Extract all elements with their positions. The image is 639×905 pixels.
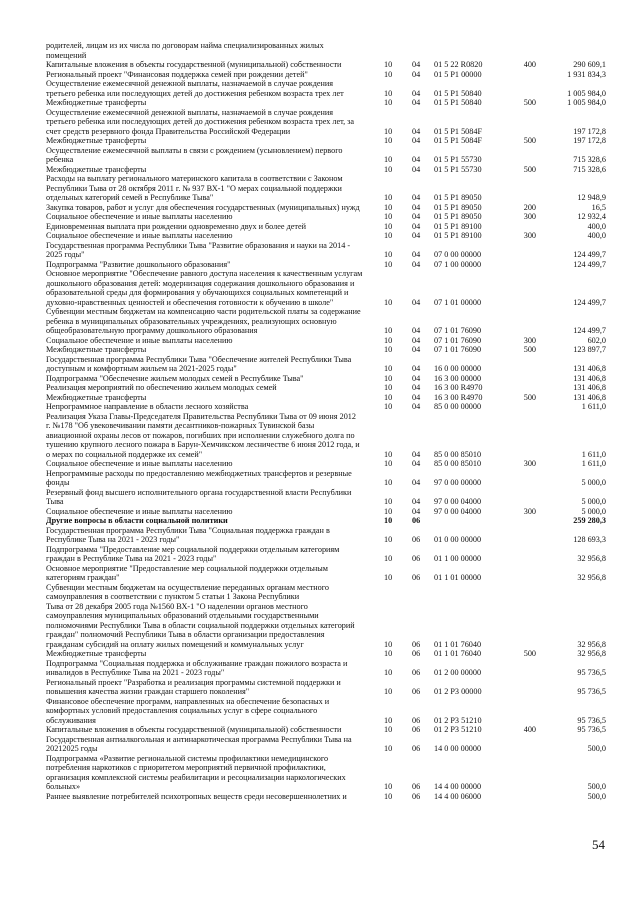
row-section-code: 10 [384, 98, 393, 107]
row-name: Непрограммные расходы по предоставлению межбюджетных трансфертов и резервные фонды [46, 468, 352, 487]
row-amount: 500,0 [587, 744, 606, 753]
row-amount: 95 736,5 [577, 725, 606, 734]
row-name: Подпрограмма "Предоставление мер социальной поддержки отдельным категориям граждан в Республике Тыва на 2021 - 2023 годы" [46, 544, 340, 563]
table-row [46, 564, 606, 583]
row-name: Реализация мероприятий по обеспечению жильем молодых семей [46, 383, 277, 392]
row-target-article: 01 5 P1 89100 [434, 231, 482, 240]
table-row [46, 203, 606, 213]
table-row [46, 146, 606, 165]
row-subsection-code: 04 [412, 193, 421, 202]
table-row [46, 516, 606, 526]
row-amount: 290 609,1 [573, 60, 606, 69]
row-target-article: 01 5 P1 89100 [434, 221, 482, 231]
table-row [46, 697, 606, 726]
row-name: Реализация Указа Главы-Председателя Правительства Республики Тыва от 09 июня 2012 г. №178 "Об увековечивании памяти десантников-пожарных Тувинской базы авиационной охраны лесов от пожаров, погибших при исполнении служебного долга по тушению крупного лесного пожара в Барун-Хемчикском лесничестве 6 июня 2012 года, и о мерах по социальной поддержке их семей" [46, 411, 360, 459]
row-section-code: 10 [384, 126, 393, 136]
row-name: Основное мероприятие "Обеспечение равного доступа населения к качественным услугам дошкольного образования детей: модернизация содержания дошкольного образования и образовательной среды для формирования у обучающихся социальных компетенций и духовно-нравственных ценностей и обеспечения готовности к обучению в школе" [46, 269, 363, 307]
row-section-code: 10 [384, 715, 393, 725]
table-row [46, 754, 606, 792]
row-name: Государственная программа Республики Тыва "Обеспечение жителей Республики Тыва доступным и комфортным жильем на 2021-2025 годы" [46, 354, 352, 373]
row-subsection-code: 04 [412, 335, 421, 345]
row-name: Подпрограмма «Развитие региональной системы профилактики немедицинского потребления наркотиков с приоритетом мероприятий первичной профилактики, организация комплексной системы реабилитации и ресоциализации наркологических больных» [46, 753, 346, 791]
row-name: Раннее выявление потребителей психотропных веществ среди несовершеннолетних и [46, 791, 347, 801]
table-row [46, 735, 606, 754]
row-subsection-code: 04 [412, 69, 421, 79]
row-section-code: 10 [384, 573, 393, 582]
table-row [46, 507, 606, 517]
row-name: родителей, лицам из их числа по договорам найма специализированных жилых помещений [46, 41, 324, 60]
table-row [46, 545, 606, 564]
row-section-code: 10 [384, 516, 393, 525]
row-name: Субвенции местным бюджетам на компенсацию части родительской платы за содержание ребенка в муниципальных образовательных учреждениях, реализующих основную общеобразовательную программу дошкольного образования [46, 307, 361, 335]
row-name: Подпрограмма "Социальная поддержка и обслуживание граждан пожилого возраста и инвалидов в Республике Тыва на 2021 - 2023 годы" [46, 658, 348, 677]
row-target-article: 01 5 P1 5084F [434, 126, 482, 136]
row-subsection-code: 06 [412, 791, 421, 801]
row-expense-type: 500 [523, 345, 536, 354]
row-section-code: 10 [384, 326, 393, 335]
row-target-article: 16 0 00 00000 [434, 364, 482, 373]
table-row [46, 241, 606, 260]
row-subsection-code: 04 [412, 326, 421, 335]
row-subsection-code: 06 [412, 744, 421, 753]
row-name: Другие вопросы в области социальной политики [46, 516, 228, 525]
row-amount: 124 499,7 [573, 259, 606, 269]
table-row [46, 98, 606, 108]
row-section-code: 10 [384, 497, 393, 506]
row-amount: 32 956,8 [577, 554, 606, 563]
table-row [46, 136, 606, 146]
table-row [46, 659, 606, 678]
row-target-article: 01 1 00 00000 [434, 554, 482, 563]
row-section-code: 10 [384, 193, 393, 202]
row-name: Межбюджетные трансферты [46, 392, 147, 402]
row-target-article: 01 5 P1 00000 [434, 69, 482, 79]
row-name: Осуществление ежемесячной выплаты в связи с рождением (усыновлением) первого ребенка [46, 145, 343, 164]
row-section-code: 10 [384, 364, 393, 373]
row-subsection-code: 06 [412, 649, 421, 658]
row-section-code: 10 [384, 231, 393, 240]
row-section-code: 10 [384, 60, 393, 69]
row-section-code: 10 [384, 202, 393, 212]
row-name: Капитальные вложения в объекты государственной (муниципальной) собственности [46, 725, 342, 734]
row-expense-type: 500 [523, 98, 536, 107]
table-row [46, 459, 606, 469]
row-section-code: 10 [384, 791, 393, 801]
row-subsection-code: 04 [412, 449, 421, 459]
row-subsection-code: 06 [412, 639, 421, 649]
row-target-article: 01 2 00 00000 [434, 668, 482, 677]
row-target-article: 01 5 P1 55730 [434, 155, 482, 164]
row-target-article: 01 5 P1 5084F [434, 136, 482, 145]
row-section-code: 10 [384, 345, 393, 354]
row-section-code: 10 [384, 402, 393, 411]
row-name: Государственная антиалкогольная и антинаркотическая программа Республики Тыва на 20212025 годы [46, 734, 352, 753]
row-expense-type: 500 [523, 164, 536, 174]
row-expense-type: 400 [523, 725, 536, 734]
row-target-article: 01 5 P1 89050 [434, 212, 482, 221]
row-target-article: 85 0 00 00000 [434, 402, 482, 411]
row-amount: 124 499,7 [573, 326, 606, 335]
table-row [46, 345, 606, 355]
row-section-code: 10 [384, 221, 393, 231]
row-subsection-code: 06 [412, 687, 421, 696]
row-amount: 1 931 834,3 [567, 69, 606, 79]
row-subsection-code: 04 [412, 250, 421, 259]
row-expense-type: 200 [523, 202, 536, 212]
row-target-article: 01 1 01 76040 [434, 639, 482, 649]
row-subsection-code: 04 [412, 212, 421, 221]
row-amount: 5 000,0 [581, 497, 606, 506]
row-section-code: 10 [384, 392, 393, 402]
row-name: Межбюджетные трансферты [46, 345, 147, 354]
row-amount: 128 693,3 [573, 535, 606, 544]
row-amount: 16,5 [591, 202, 606, 212]
row-name: Социальное обеспечение и иные выплаты населению [46, 335, 233, 345]
table-row [46, 488, 606, 507]
row-amount: 715 328,6 [573, 164, 606, 174]
table-row [46, 41, 606, 60]
row-amount: 12 948,9 [577, 193, 606, 202]
row-target-article: 07 1 01 76090 [434, 335, 482, 345]
row-amount: 400,0 [587, 231, 606, 240]
row-target-article: 01 1 01 00000 [434, 573, 482, 582]
row-target-article: 14 4 00 00000 [434, 782, 482, 791]
row-amount: 12 932,4 [577, 212, 606, 221]
row-amount: 197 172,8 [573, 126, 606, 136]
row-name: Межбюджетные трансферты [46, 98, 147, 107]
row-amount: 1 611,0 [581, 402, 606, 411]
table-row [46, 725, 606, 735]
row-section-code: 10 [384, 639, 393, 649]
row-subsection-code: 04 [412, 297, 421, 307]
row-subsection-code: 04 [412, 402, 421, 411]
row-target-article: 01 2 P3 51210 [434, 715, 482, 725]
row-target-article: 97 0 00 04000 [434, 497, 482, 506]
table-row [46, 374, 606, 384]
row-section-code: 10 [384, 88, 393, 98]
row-section-code: 10 [384, 459, 393, 468]
table-row [46, 469, 606, 488]
table-row [46, 231, 606, 241]
row-subsection-code: 04 [412, 259, 421, 269]
row-amount: 5 000,0 [581, 506, 606, 516]
row-target-article: 97 0 00 04000 [434, 506, 482, 516]
table-row [46, 307, 606, 336]
row-name: Единовременная выплата при рождении одновременно двух и более детей [46, 221, 306, 231]
row-name: Осуществление ежемесячной денежной выплаты, назначаемой в случае рождения третьего ребенка или последующих детей до достижения ребенком возраста трех лет [46, 79, 344, 98]
row-amount: 95 736,5 [577, 715, 606, 725]
row-subsection-code: 04 [412, 136, 421, 145]
row-name: Государственная программа Республики Тыва "Развитие образования и науки на 2014 - 2025 годы" [46, 240, 351, 259]
row-amount: 124 499,7 [573, 250, 606, 259]
row-target-article: 07 1 01 76090 [434, 326, 482, 335]
row-section-code: 10 [384, 782, 393, 791]
row-name: Основное мероприятие "Предоставление мер социальной поддержки отдельным категориям граждан" [46, 563, 328, 582]
row-target-article: 01 2 P3 00000 [434, 687, 482, 696]
row-target-article: 97 0 00 00000 [434, 478, 482, 487]
row-expense-type: 300 [523, 506, 536, 516]
row-amount: 259 280,3 [573, 516, 606, 525]
row-target-article: 85 0 00 85010 [434, 459, 482, 468]
row-section-code: 10 [384, 744, 393, 753]
row-name: Резервный фонд высшего исполнительного органа государственной власти Республики Тыва [46, 487, 352, 506]
table-row [46, 393, 606, 403]
table-row [46, 336, 606, 346]
row-section-code: 10 [384, 297, 393, 307]
row-target-article: 07 1 01 00000 [434, 297, 482, 307]
row-target-article: 07 1 00 00000 [434, 259, 482, 269]
row-amount: 1 611,0 [581, 459, 606, 468]
row-subsection-code: 06 [412, 554, 421, 563]
row-expense-type: 300 [523, 212, 536, 221]
row-name: Межбюджетные трансферты [46, 649, 147, 658]
row-section-code: 10 [384, 725, 393, 734]
row-section-code: 10 [384, 383, 393, 392]
row-name: Осуществление ежемесячной денежной выплаты, назначаемой в случае рождения третьего ребенка или последующих детей до достижения ребенком возраста трех лет, за счет средств резервного фонда Правительства Российской Федерации [46, 107, 355, 136]
row-section-code: 10 [384, 373, 393, 383]
row-expense-type: 300 [523, 231, 536, 240]
table-row [46, 678, 606, 697]
table-row [46, 108, 606, 137]
row-target-article: 07 1 01 76090 [434, 345, 482, 354]
row-target-article: 16 3 00 00000 [434, 373, 482, 383]
row-subsection-code: 04 [412, 155, 421, 164]
row-expense-type: 300 [523, 335, 536, 345]
row-amount: 1 005 984,0 [567, 88, 606, 98]
page-number: 54 [592, 837, 605, 852]
row-section-code: 10 [384, 136, 393, 145]
table-row [46, 165, 606, 175]
table-row [46, 269, 606, 307]
row-section-code: 10 [384, 649, 393, 658]
table-row [46, 260, 606, 270]
row-name: Финансовое обеспечение программ, направленных на обеспечение безопасных и комфортных условий предоставления социальных услуг в сфере социального обслуживания [46, 696, 330, 725]
row-section-code: 10 [384, 250, 393, 259]
row-section-code: 10 [384, 449, 393, 459]
row-section-code: 10 [384, 164, 393, 174]
row-subsection-code: 04 [412, 164, 421, 174]
row-target-article: 01 5 P1 89050 [434, 193, 482, 202]
row-subsection-code: 04 [412, 231, 421, 240]
row-expense-type: 500 [523, 392, 536, 402]
table-row [46, 383, 606, 393]
row-name: Субвенции местным бюджетам на осуществление переданных органам местного самоуправления в соответствии с пунктом 5 статьи 1 Закона Республики Тыва от 28 декабря 2005 года №1560 ВХ-1 "О наделении органов местного самоуправления муниципальных образований отдельными государственными полномочиями Республики Тыва в области социальной поддержки отдельных категорий граждан" полномочий Республики Тыва в области организации предоставления гражданам субсидий на оплату жилых помещений и коммунальных услуг [46, 582, 355, 649]
table-row [46, 222, 606, 232]
row-subsection-code: 04 [412, 364, 421, 373]
row-name: Межбюджетные трансферты [46, 136, 147, 145]
row-amount: 500,0 [587, 791, 606, 801]
row-name: Подпрограмма "Обеспечение жильем молодых семей в Республике Тыва" [46, 373, 304, 383]
row-expense-type: 300 [523, 459, 536, 468]
row-amount: 1 005 984,0 [567, 98, 606, 107]
row-target-article: 01 1 01 76040 [434, 649, 482, 658]
row-subsection-code: 04 [412, 383, 421, 392]
row-section-code: 10 [384, 535, 393, 544]
row-subsection-code: 06 [412, 516, 421, 525]
row-section-code: 10 [384, 554, 393, 563]
row-target-article: 85 0 00 85010 [434, 449, 482, 459]
row-amount: 5 000,0 [581, 478, 606, 487]
row-target-article: 01 5 P1 50840 [434, 98, 482, 107]
row-amount: 32 956,8 [577, 639, 606, 649]
row-subsection-code: 04 [412, 392, 421, 402]
row-amount: 131 406,8 [573, 373, 606, 383]
row-subsection-code: 04 [412, 345, 421, 354]
row-subsection-code: 04 [412, 373, 421, 383]
row-section-code: 10 [384, 335, 393, 345]
row-name: Социальное обеспечение и иные выплаты населению [46, 231, 233, 240]
row-subsection-code: 04 [412, 88, 421, 98]
row-section-code: 10 [384, 506, 393, 516]
row-subsection-code: 06 [412, 715, 421, 725]
row-name: Капитальные вложения в объекты государственной (муниципальной) собственности [46, 60, 342, 69]
row-subsection-code: 04 [412, 126, 421, 136]
row-section-code: 10 [384, 668, 393, 677]
row-subsection-code: 06 [412, 573, 421, 582]
row-name: Расходы на выплату регионального материнского капитала в соответствии с Законом Республики Тыва от 28 октября 2011 г. № 937 ВХ-1 "О мерах социальной поддержки отдельных категорий семей в Республике Тыва" [46, 174, 343, 202]
row-section-code: 10 [384, 259, 393, 269]
row-amount: 400,0 [587, 221, 606, 231]
table-row [46, 402, 606, 412]
row-target-article: 07 0 00 00000 [434, 250, 482, 259]
row-subsection-code: 04 [412, 459, 421, 468]
row-name: Непрограммное направление в области лесного хозяйства [46, 402, 249, 411]
row-name: Государственная программа Республики Тыва "Социальная поддержка граждан в Республике Тыва на 2021 - 2023 годы" [46, 525, 330, 544]
row-amount: 131 406,8 [573, 383, 606, 392]
row-amount: 131 406,8 [573, 392, 606, 402]
row-subsection-code: 04 [412, 202, 421, 212]
row-subsection-code: 06 [412, 668, 421, 677]
row-section-code: 10 [384, 687, 393, 696]
row-amount: 715 328,6 [573, 155, 606, 164]
table-row [46, 649, 606, 659]
row-amount: 95 736,5 [577, 668, 606, 677]
row-section-code: 10 [384, 212, 393, 221]
row-target-article: 16 3 00 R4970 [434, 392, 483, 402]
row-target-article: 16 3 00 R4970 [434, 383, 483, 392]
row-subsection-code: 04 [412, 60, 421, 69]
row-amount: 95 736,5 [577, 687, 606, 696]
row-expense-type: 400 [523, 60, 536, 69]
row-subsection-code: 04 [412, 506, 421, 516]
row-amount: 197 172,8 [573, 136, 606, 145]
row-subsection-code: 04 [412, 98, 421, 107]
table-row [46, 792, 606, 802]
row-amount: 1 611,0 [581, 449, 606, 459]
row-target-article: 01 5 P1 55730 [434, 164, 482, 174]
row-name: Региональный проект "Финансовая поддержка семей при рождении детей" [46, 69, 308, 79]
row-subsection-code: 06 [412, 725, 421, 734]
row-section-code: 10 [384, 69, 393, 79]
row-target-article: 14 4 00 06000 [434, 791, 482, 801]
table-row [46, 583, 606, 650]
row-target-article: 01 5 P1 89050 [434, 202, 482, 212]
budget-table [46, 41, 606, 801]
row-target-article: 01 5 P1 50840 [434, 88, 482, 98]
row-target-article: 01 0 00 00000 [434, 535, 482, 544]
table-row [46, 526, 606, 545]
row-amount: 32 956,8 [577, 649, 606, 658]
row-expense-type: 500 [523, 649, 536, 658]
row-name: Социальное обеспечение и иные выплаты населению [46, 212, 233, 221]
row-amount: 32 956,8 [577, 573, 606, 582]
row-subsection-code: 04 [412, 478, 421, 487]
row-amount: 131 406,8 [573, 364, 606, 373]
row-subsection-code: 06 [412, 535, 421, 544]
row-name: Социальное обеспечение и иные выплаты населению [46, 459, 233, 468]
row-amount: 602,0 [587, 335, 606, 345]
table-row [46, 60, 606, 70]
table-row [46, 412, 606, 460]
row-section-code: 10 [384, 155, 393, 164]
row-name: Региональный проект "Разработка и реализация программы системной поддержки и повышения качества жизни граждан старшего поколения" [46, 677, 341, 696]
table-row [46, 70, 606, 80]
table-row [46, 174, 606, 203]
table-row [46, 212, 606, 222]
row-expense-type: 500 [523, 136, 536, 145]
row-name: Закупка товаров, работ и услуг для обеспечения государственных (муниципальных) нужд [46, 202, 360, 212]
row-name: Подпрограмма "Развитие дошкольного образования" [46, 259, 231, 269]
row-amount: 124 499,7 [573, 297, 606, 307]
row-name: Межбюджетные трансферты [46, 164, 147, 174]
row-section-code: 10 [384, 478, 393, 487]
row-subsection-code: 04 [412, 497, 421, 506]
row-amount: 123 897,7 [573, 345, 606, 354]
row-target-article: 14 0 00 00000 [434, 744, 482, 753]
row-subsection-code: 06 [412, 782, 421, 791]
row-amount: 500,0 [587, 782, 606, 791]
row-target-article: 01 5 22 R0820 [434, 60, 483, 69]
row-target-article: 01 2 P3 51210 [434, 725, 482, 734]
table-row [46, 79, 606, 98]
row-name: Социальное обеспечение и иные выплаты населению [46, 506, 233, 516]
table-row [46, 355, 606, 374]
row-subsection-code: 04 [412, 221, 421, 231]
